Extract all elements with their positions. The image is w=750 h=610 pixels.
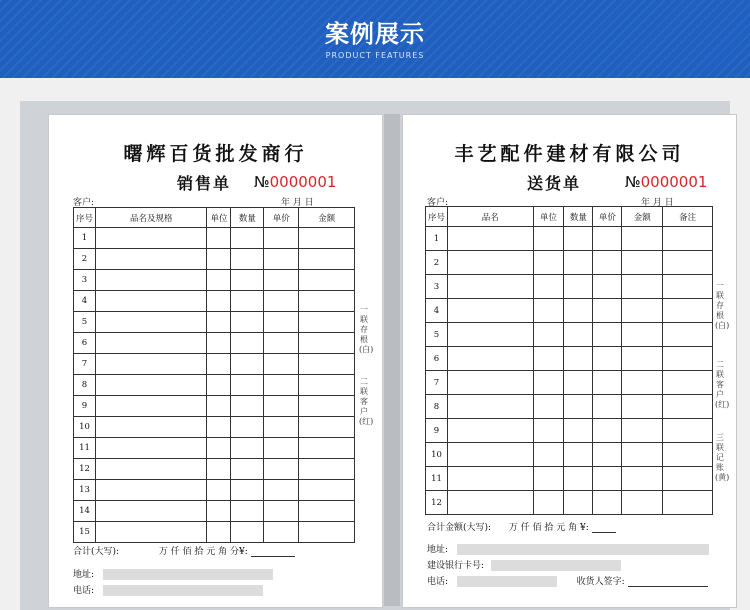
table-cell (207, 270, 231, 291)
table-cell (231, 270, 264, 291)
table-cell (564, 251, 593, 275)
table-row (74, 270, 355, 291)
table-cell (622, 227, 663, 251)
table-cell (207, 438, 231, 459)
header-unit: 单位 (533, 207, 564, 227)
table-cell (593, 395, 622, 419)
table-cell (264, 438, 299, 459)
table-cell (207, 312, 231, 333)
phone-label: 电话: (427, 577, 449, 587)
phone-redacted (103, 585, 263, 596)
row-number: 15 (74, 522, 96, 543)
table-cell (95, 354, 207, 375)
table-row (426, 323, 713, 347)
address-redacted (457, 544, 709, 555)
table-cell (95, 522, 207, 543)
table-cell (564, 323, 593, 347)
table-cell (622, 491, 663, 515)
phone-row (73, 583, 263, 596)
row-number: 3 (426, 275, 448, 299)
row-number: 10 (74, 417, 96, 438)
table-cell (447, 323, 533, 347)
table-row (74, 249, 355, 270)
row-number: 1 (74, 228, 96, 249)
table-cell (231, 312, 264, 333)
table-cell (447, 419, 533, 443)
table-cell (299, 249, 355, 270)
table-row (74, 291, 355, 312)
table-cell (207, 459, 231, 480)
table-cell (533, 371, 564, 395)
table-cell (95, 228, 207, 249)
table-cell (207, 396, 231, 417)
table-cell (264, 501, 299, 522)
row-number: 4 (426, 299, 448, 323)
receiver-signature-line (628, 577, 708, 587)
table-cell (95, 396, 207, 417)
table-cell (564, 275, 593, 299)
table-cell (622, 419, 663, 443)
table-cell (299, 501, 355, 522)
table-cell (564, 227, 593, 251)
table-row (426, 443, 713, 467)
bank-redacted (491, 560, 621, 571)
table-cell (533, 227, 564, 251)
header-amount: 金额 (299, 208, 355, 228)
table-cell (264, 249, 299, 270)
table-cell (447, 227, 533, 251)
table-cell (299, 270, 355, 291)
table-cell (593, 227, 622, 251)
header-seq: 序号 (426, 207, 448, 227)
table-cell (663, 467, 713, 491)
date-label: 年 月 日 (281, 198, 314, 208)
table-cell (95, 375, 207, 396)
table-cell (207, 375, 231, 396)
table-cell (663, 443, 713, 467)
row-number: 13 (74, 480, 96, 501)
total-amount-line (251, 547, 295, 557)
row-number: 6 (426, 347, 448, 371)
table-row (426, 347, 713, 371)
table-cell (231, 375, 264, 396)
table-cell (231, 501, 264, 522)
company-name: 丰艺配件建材有限公司 (454, 143, 685, 165)
row-number: 7 (426, 371, 448, 395)
row-number: 6 (74, 333, 96, 354)
table-cell (207, 333, 231, 354)
table-cell (533, 275, 564, 299)
table-cell (95, 249, 207, 270)
header-price: 单价 (593, 207, 622, 227)
company-name: 曙辉百货批发商行 (123, 143, 308, 165)
table-cell (622, 323, 663, 347)
table-cell (622, 443, 663, 467)
table-cell (95, 333, 207, 354)
table-cell (207, 228, 231, 249)
table-cell (663, 251, 713, 275)
table-cell (447, 467, 533, 491)
table-cell (663, 395, 713, 419)
table-cell (95, 417, 207, 438)
table-cell (95, 480, 207, 501)
table-cell (231, 354, 264, 375)
table-row (74, 396, 355, 417)
table-cell (299, 291, 355, 312)
table-cell (299, 375, 355, 396)
row-number: 8 (426, 395, 448, 419)
table-cell (95, 312, 207, 333)
example-display-area (20, 101, 730, 610)
table-cell (231, 333, 264, 354)
table-row (74, 438, 355, 459)
row-number: 1 (426, 227, 448, 251)
row-number: 5 (426, 323, 448, 347)
row-number: 2 (74, 249, 96, 270)
table-cell (663, 419, 713, 443)
table-cell (622, 395, 663, 419)
row-number: 3 (74, 270, 96, 291)
table-cell (622, 347, 663, 371)
table-cell (564, 371, 593, 395)
copy-note-1: 一联存根(白) (359, 305, 374, 354)
table-cell (207, 417, 231, 438)
items-table (425, 206, 713, 515)
table-row (74, 417, 355, 438)
table-cell (533, 395, 564, 419)
header-amount: 金额 (622, 207, 663, 227)
table-cell (533, 347, 564, 371)
table-cell (264, 291, 299, 312)
table-row (426, 419, 713, 443)
form-title: 送货单 (527, 174, 582, 193)
table-cell (593, 371, 622, 395)
table-cell (207, 522, 231, 543)
table-cell (207, 291, 231, 312)
table-cell (231, 459, 264, 480)
total-units: 万 仟 佰 拾 元 角 ¥: (508, 523, 589, 533)
items-table (73, 207, 355, 543)
table-cell (264, 459, 299, 480)
table-cell (264, 354, 299, 375)
table-cell (622, 371, 663, 395)
date-label: 年 月 日 (641, 198, 674, 208)
table-cell (264, 333, 299, 354)
table-cell (663, 275, 713, 299)
table-cell (593, 323, 622, 347)
table-cell (663, 491, 713, 515)
total-row (427, 520, 616, 533)
address-label: 地址: (427, 545, 449, 555)
table-row (426, 371, 713, 395)
table-cell (564, 491, 593, 515)
table-cell (593, 419, 622, 443)
table-cell (533, 323, 564, 347)
header-remark: 备注 (663, 207, 713, 227)
table-cell (264, 228, 299, 249)
banner-title: 案例展示 (325, 20, 425, 48)
table-cell (95, 438, 207, 459)
table-cell (447, 491, 533, 515)
table-cell (231, 249, 264, 270)
copy-note-3: 三联记账(黄) (715, 433, 730, 482)
address-row (73, 567, 273, 580)
table-cell (593, 467, 622, 491)
table-cell (299, 354, 355, 375)
binding-gutter (384, 114, 400, 606)
header-banner (0, 0, 750, 78)
table-header-row (74, 208, 355, 228)
bank-label: 建设银行卡号: (427, 561, 485, 571)
table-cell (264, 522, 299, 543)
address-redacted (103, 569, 273, 580)
table-cell (207, 480, 231, 501)
table-cell (207, 354, 231, 375)
table-cell (299, 333, 355, 354)
table-row (74, 501, 355, 522)
row-number: 4 (74, 291, 96, 312)
table-cell (264, 417, 299, 438)
table-cell (95, 291, 207, 312)
table-cell (593, 491, 622, 515)
table-cell (447, 251, 533, 275)
customer-label: 客户: (73, 198, 95, 208)
table-cell (622, 299, 663, 323)
header-seq: 序号 (74, 208, 96, 228)
row-number: 11 (74, 438, 96, 459)
table-row (74, 375, 355, 396)
table-cell (533, 251, 564, 275)
table-row (74, 312, 355, 333)
table-cell (533, 443, 564, 467)
table-cell (447, 299, 533, 323)
sales-form (48, 114, 383, 608)
table-cell (264, 312, 299, 333)
row-number: 5 (74, 312, 96, 333)
table-cell (95, 501, 207, 522)
customer-label: 客户: (427, 198, 449, 208)
table-cell (95, 270, 207, 291)
total-amount-line (592, 523, 616, 533)
row-number: 14 (74, 501, 96, 522)
table-cell (663, 227, 713, 251)
form-number (625, 173, 707, 191)
table-cell (231, 522, 264, 543)
table-cell (299, 480, 355, 501)
receiver-label: 收货人签字: (576, 577, 625, 587)
table-cell (593, 275, 622, 299)
table-cell (231, 438, 264, 459)
table-cell (447, 395, 533, 419)
table-cell (564, 467, 593, 491)
header-qty: 数量 (564, 207, 593, 227)
form-number (254, 173, 336, 191)
row-number: 8 (74, 375, 96, 396)
table-cell (564, 299, 593, 323)
table-cell (622, 251, 663, 275)
phone-redacted (457, 576, 557, 587)
copy-note-2: 二联客户(红) (359, 377, 374, 426)
total-row (73, 544, 295, 557)
table-cell (207, 501, 231, 522)
row-number: 9 (74, 396, 96, 417)
form-title: 销售单 (177, 174, 232, 193)
total-units: 万 仟 佰 拾 元 角 分¥: (158, 547, 248, 557)
total-label: 合计金额(大写): (427, 523, 492, 533)
table-cell (447, 371, 533, 395)
table-cell (264, 480, 299, 501)
table-cell (593, 443, 622, 467)
table-cell (533, 491, 564, 515)
total-label: 合计(大写): (73, 547, 120, 557)
table-row (426, 299, 713, 323)
table-cell (299, 228, 355, 249)
table-cell (299, 312, 355, 333)
table-cell (533, 419, 564, 443)
table-cell (231, 417, 264, 438)
table-cell (264, 270, 299, 291)
table-cell (564, 347, 593, 371)
table-cell (593, 251, 622, 275)
delivery-form (402, 114, 737, 608)
serial-number: 0000001 (269, 173, 337, 191)
copy-note-2: 二联客户(红) (715, 360, 730, 409)
row-number: 11 (426, 467, 448, 491)
phone-row (427, 574, 708, 587)
table-cell (299, 438, 355, 459)
table-cell (533, 467, 564, 491)
table-row (426, 491, 713, 515)
table-cell (299, 459, 355, 480)
table-row (74, 480, 355, 501)
table-cell (95, 459, 207, 480)
table-cell (663, 347, 713, 371)
address-label: 地址: (73, 570, 95, 580)
table-row (426, 467, 713, 491)
header-unit: 单位 (207, 208, 231, 228)
table-cell (231, 480, 264, 501)
header-qty: 数量 (231, 208, 264, 228)
table-row (74, 354, 355, 375)
serial-number: 0000001 (640, 173, 708, 191)
table-cell (564, 395, 593, 419)
table-cell (231, 228, 264, 249)
header-name-spec: 品名及规格 (95, 208, 207, 228)
table-cell (299, 522, 355, 543)
header-name: 品名 (447, 207, 533, 227)
address-row (427, 542, 709, 555)
table-cell (264, 396, 299, 417)
row-number: 12 (74, 459, 96, 480)
table-header-row (426, 207, 713, 227)
table-cell (231, 396, 264, 417)
banner-subtitle: PRODUCT FEATURES (325, 51, 425, 60)
table-cell (593, 347, 622, 371)
header-price: 单价 (264, 208, 299, 228)
number-symbol: № (625, 173, 641, 191)
row-number: 2 (426, 251, 448, 275)
row-number: 12 (426, 491, 448, 515)
table-cell (622, 467, 663, 491)
table-cell (231, 291, 264, 312)
table-cell (533, 299, 564, 323)
table-cell (564, 443, 593, 467)
table-cell (299, 417, 355, 438)
table-cell (447, 347, 533, 371)
table-row (426, 251, 713, 275)
table-row (426, 275, 713, 299)
table-cell (593, 299, 622, 323)
table-cell (564, 419, 593, 443)
table-cell (299, 396, 355, 417)
table-row (74, 522, 355, 543)
table-cell (447, 443, 533, 467)
row-number: 10 (426, 443, 448, 467)
table-cell (447, 275, 533, 299)
table-row (426, 395, 713, 419)
phone-label: 电话: (73, 586, 95, 596)
table-cell (663, 299, 713, 323)
table-row (74, 333, 355, 354)
table-cell (622, 275, 663, 299)
table-row (426, 227, 713, 251)
table-cell (663, 371, 713, 395)
bank-row (427, 558, 621, 571)
table-cell (264, 375, 299, 396)
copy-note-1: 一联存根(白) (715, 281, 730, 330)
table-row (74, 228, 355, 249)
number-symbol: № (254, 173, 270, 191)
table-row (74, 459, 355, 480)
table-cell (207, 249, 231, 270)
row-number: 9 (426, 419, 448, 443)
row-number: 7 (74, 354, 96, 375)
table-cell (663, 323, 713, 347)
